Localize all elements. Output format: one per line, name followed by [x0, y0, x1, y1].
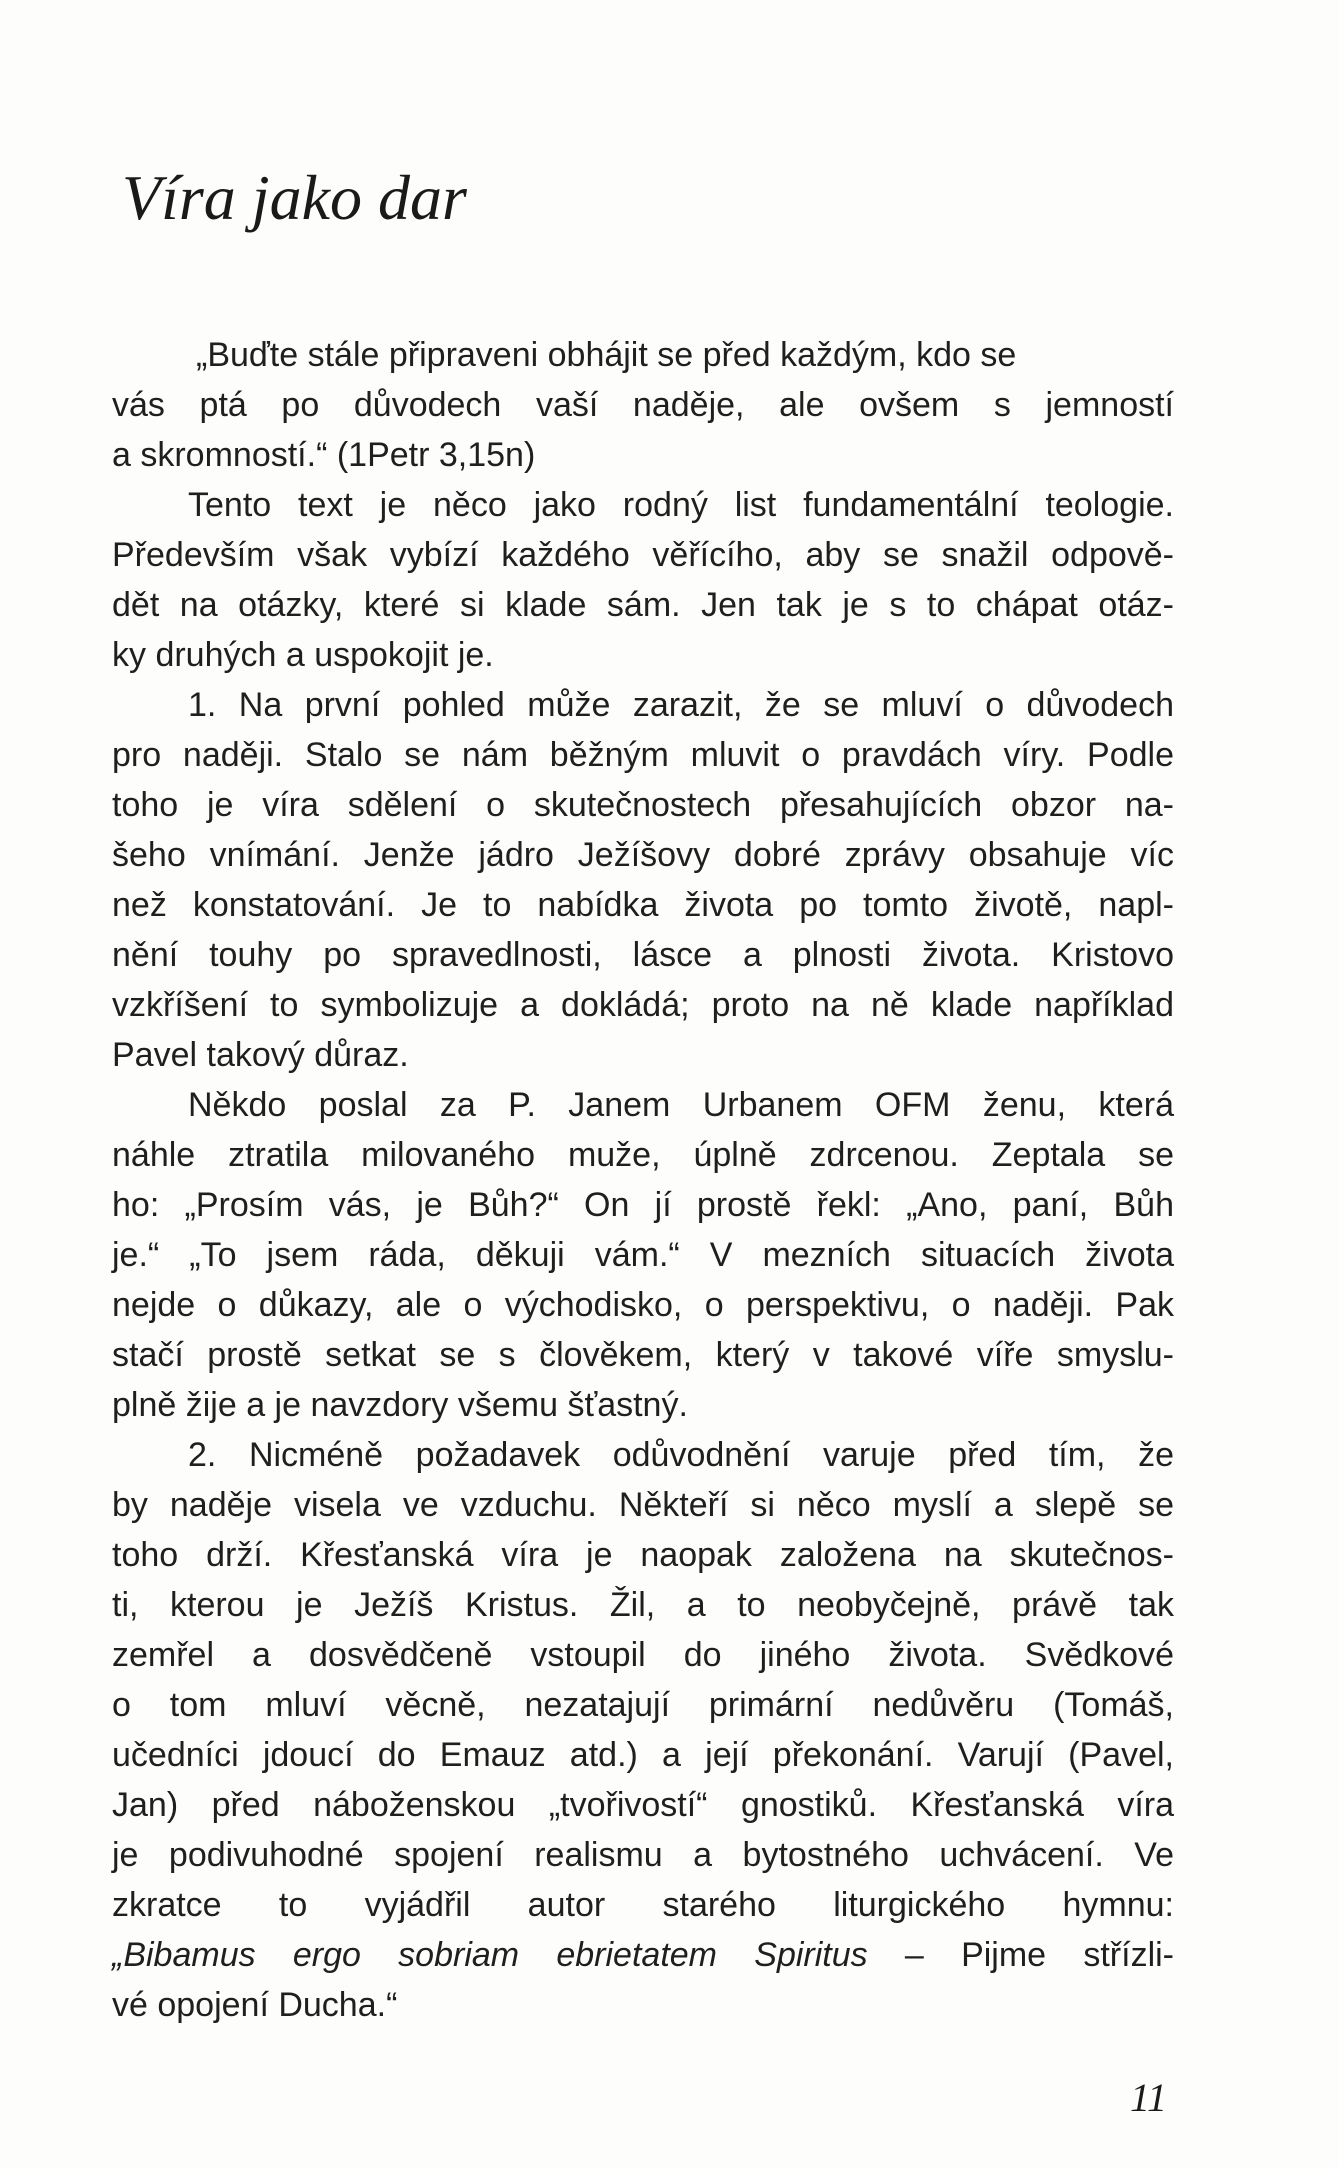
chapter-title: Víra jako dar — [122, 162, 467, 233]
text-line: než konstatování. Je to nabídka života po tomto životě, napl- — [112, 886, 1174, 924]
body-text — [112, 330, 1174, 2030]
text-line: náhle ztratila milovaného muže, úplně zdrcenou. Zeptala se — [112, 1136, 1174, 1174]
text-line: ky druhých a uspokojit je. — [112, 636, 494, 674]
hymn-translation: – Pijme střízli- — [867, 1936, 1174, 1974]
text-line: učedníci jdoucí do Emauz atd.) a její překonání. Varují (Pavel, — [112, 1736, 1174, 1774]
text-line: ho: „Prosím vás, je Bůh?“ On jí prostě řekl: „Ano, paní, Bůh — [112, 1186, 1174, 1224]
text-line: o tom mluví věcně, nezatajují primární nedůvěru (Tomáš, — [112, 1686, 1174, 1724]
text-line: a skromností.“ (1Petr 3,15n) — [112, 436, 536, 474]
text-line: pro naději. Stalo se nám běžným mluvit o pravdách víry. Podle — [112, 736, 1174, 774]
text-line: nejde o důkazy, ale o východisko, o perspektivu, o naději. Pak — [112, 1286, 1174, 1324]
text-line: stačí prostě setkat se s člověkem, který v takové víře smyslu- — [112, 1336, 1174, 1374]
text-line: „Buďte stále připraveni obhájit se před každým, kdo se — [196, 336, 1017, 374]
text-line: vé opojení Ducha.“ — [112, 1986, 398, 2024]
text-line: je podivuhodné spojení realismu a bytostného uchvácení. Ve — [112, 1836, 1174, 1874]
text-line: Tento text je něco jako rodný list fundamentální teologie. — [188, 486, 1174, 524]
text-line: Pavel takový důraz. — [112, 1036, 409, 1074]
text-line: 2. Nicméně požadavek odůvodnění varuje před tím, že — [188, 1436, 1174, 1474]
text-line: Někdo poslal za P. Janem Urbanem OFM ženu, která — [188, 1086, 1174, 1124]
page-number: 11 — [1130, 2075, 1168, 2120]
hymn-quote: „Bibamus ergo sobriam ebrietatem Spiritus — [112, 1936, 868, 1974]
text-line: dět na otázky, které si klade sám. Jen tak je s to chápat otáz- — [112, 586, 1174, 624]
text-line: Především však vybízí každého věřícího, aby se snažil odpově- — [112, 536, 1174, 574]
text-line: nění touhy po spravedlnosti, lásce a plnosti života. Kristovo — [112, 936, 1174, 974]
text-line: toho drží. Křesťanská víra je naopak založena na skutečnos- — [112, 1536, 1174, 1574]
text-line: je.“ „To jsem ráda, děkuji vám.“ V mezních situacích života — [112, 1236, 1174, 1274]
text-line: šeho vnímání. Jenže jádro Ježíšovy dobré zprávy obsahuje víc — [112, 836, 1174, 874]
text-line: by naděje visela ve vzduchu. Někteří si něco myslí a slepě se — [112, 1486, 1174, 1524]
text-line: 1. Na první pohled může zarazit, že se mluví o důvodech — [188, 686, 1174, 724]
text-line: vás ptá po důvodech vaší naděje, ale ovšem s jemností — [112, 386, 1174, 424]
text-line: zkratce to vyjádřil autor starého liturgického hymnu: — [112, 1886, 1174, 1924]
text-line: Jan) před náboženskou „tvořivostí“ gnostiků. Křesťanská víra — [112, 1786, 1174, 1824]
text-line: zemřel a dosvědčeně vstoupil do jiného života. Svědkové — [112, 1636, 1174, 1674]
text-line: toho je víra sdělení o skutečnostech přesahujících obzor na- — [112, 786, 1174, 824]
text-line — [112, 1930, 1174, 1980]
text-line: vzkříšení to symbolizuje a dokládá; proto na ně klade například — [112, 986, 1174, 1024]
text-line: plně žije a je navzdory všemu šťastný. — [112, 1386, 688, 1424]
text-line: ti, kterou je Ježíš Kristus. Žil, a to neobyčejně, právě tak — [112, 1586, 1174, 1624]
